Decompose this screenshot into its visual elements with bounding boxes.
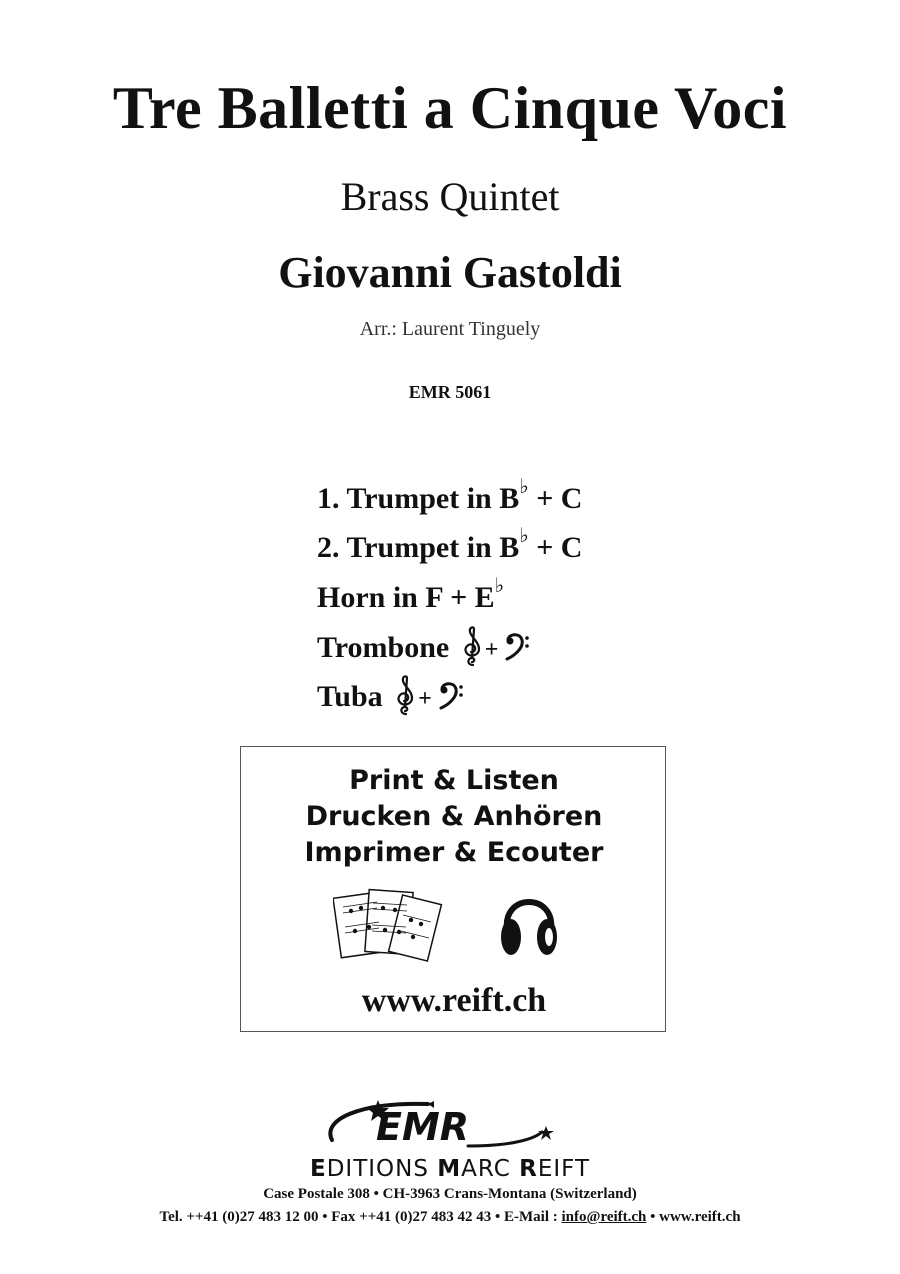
publisher-address: Case Postale 308 • CH-3963 Crans-Montana (Switzerland) <box>263 1186 637 1202</box>
promo-line: Drucken & Anhören <box>305 801 603 832</box>
email-link[interactable]: info@reift.ch <box>561 1209 647 1225</box>
publisher-name: EDITIONS MARC REIFT <box>309 1156 591 1182</box>
page-title: Tre Balletti a Cinque Voci <box>112 75 788 141</box>
headphones-icon <box>499 883 559 970</box>
treble-clef-icon <box>461 625 483 675</box>
subtitle: Brass Quintet <box>340 174 560 219</box>
bass-clef-icon <box>438 680 464 718</box>
website-link[interactable]: • www.reift.ch <box>646 1209 741 1225</box>
instrument-item: Trombone + <box>317 625 530 675</box>
treble-clef-icon <box>394 674 416 724</box>
bass-clef-icon <box>504 631 530 669</box>
promo-url: www.reift.ch <box>361 982 547 1019</box>
promo-line: Imprimer & Ecouter <box>304 837 604 868</box>
emr-logo <box>318 1096 558 1157</box>
composer-name: Giovanni Gastoldi <box>278 248 622 297</box>
promo-line: Print & Listen <box>349 765 559 796</box>
plus-sign: + <box>484 636 499 663</box>
publisher-contact: Tel. ++41 (0)27 483 12 00 • Fax ++41 (0)27 483 42 43 • E-Mail : info@reift.ch • www.reift.ch <box>159 1209 741 1225</box>
instrument-item: 1. Trumpet in B♭ + C <box>317 476 583 515</box>
logo-text: EMR <box>376 1105 470 1149</box>
instrument-item: Horn in F + E♭ <box>317 575 505 614</box>
print-listen-box <box>240 746 666 1032</box>
instrument-item: 2. Trumpet in B♭ + C <box>317 525 583 564</box>
sheet-music-icon <box>333 887 447 972</box>
plus-sign: + <box>418 685 432 712</box>
instrument-item: Tuba + <box>317 674 464 724</box>
arranger-credit: Arr.: Laurent Tinguely <box>359 318 541 340</box>
catalog-number: EMR 5061 <box>408 382 492 402</box>
